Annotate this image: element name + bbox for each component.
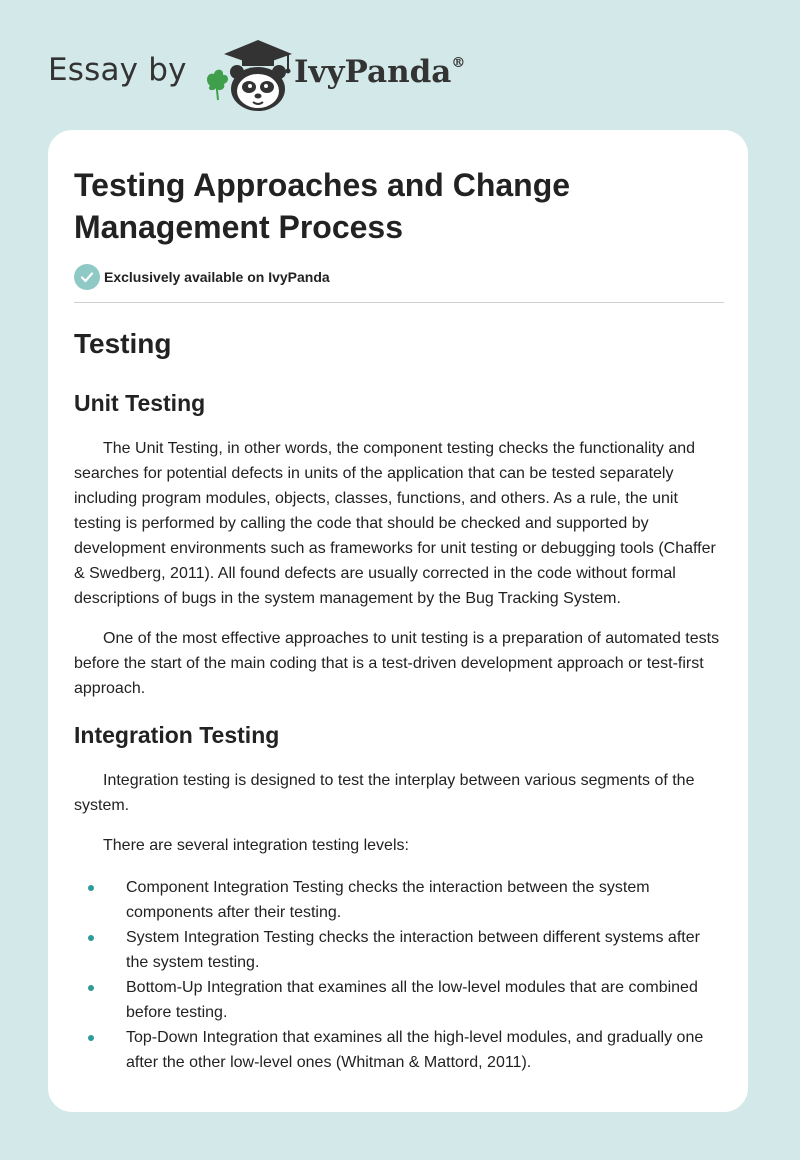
list-item: Bottom-Up Integration that examines all the low-level modules that are combined before testing. [74,975,724,1025]
subheading-integration-testing: Integration Testing [74,722,280,748]
section-heading-testing: Testing [74,328,172,359]
bullet-icon [88,935,94,941]
integration-levels-list [74,875,724,1075]
badge-text: Exclusively available on IvyPanda [104,269,330,285]
bullet-icon [88,885,94,891]
bullet-icon [88,985,94,991]
site-header [48,34,768,114]
bullet-icon [88,1035,94,1041]
divider [74,302,724,303]
list-item: Component Integration Testing checks the interaction between the system components after their testing. [74,875,724,925]
list-item: System Integration Testing checks the interaction between different systems after the system testing. [74,925,724,975]
exclusive-badge [74,264,330,290]
paragraph: The Unit Testing, in other words, the component testing checks the functionality and searches for potential defects in units of the application that can be tested separately including program modules, objects, classes, functions, and others. As a rule, the unit testing is performed by calling the code that should be checked and supported by development environments such as frameworks for unit testing or debugging tools (Chaffer & Swedberg, 2011). All found defects are usually corrected in the code without formal descriptions of bugs in the system management by the Bug Tracking System. [74,440,716,607]
list-item: Top-Down Integration that examines all the high-level modules, and gradually one after the other low-level ones (Whitman & Mattord, 2011). [74,1025,724,1075]
paragraph: There are several integration testing levels: [103,837,409,854]
essay-body [74,320,724,1075]
panda-logo-icon[interactable] [202,34,298,114]
page-title: Testing Approaches and Change Management Process [74,167,571,245]
brand-name[interactable]: IvyPanda® [294,54,466,90]
paragraph: Integration testing is designed to test the interplay between various segments of the system. [74,772,695,814]
paragraph: One of the most effective approaches to unit testing is a preparation of automated tests before the start of the main coding that is a test-driven development approach or test-first approach. [74,630,720,697]
subheading-unit-testing: Unit Testing [74,390,206,416]
essay-card [48,130,748,1112]
checkmark-icon [74,264,100,290]
essay-by-label: Essay by [48,52,187,88]
